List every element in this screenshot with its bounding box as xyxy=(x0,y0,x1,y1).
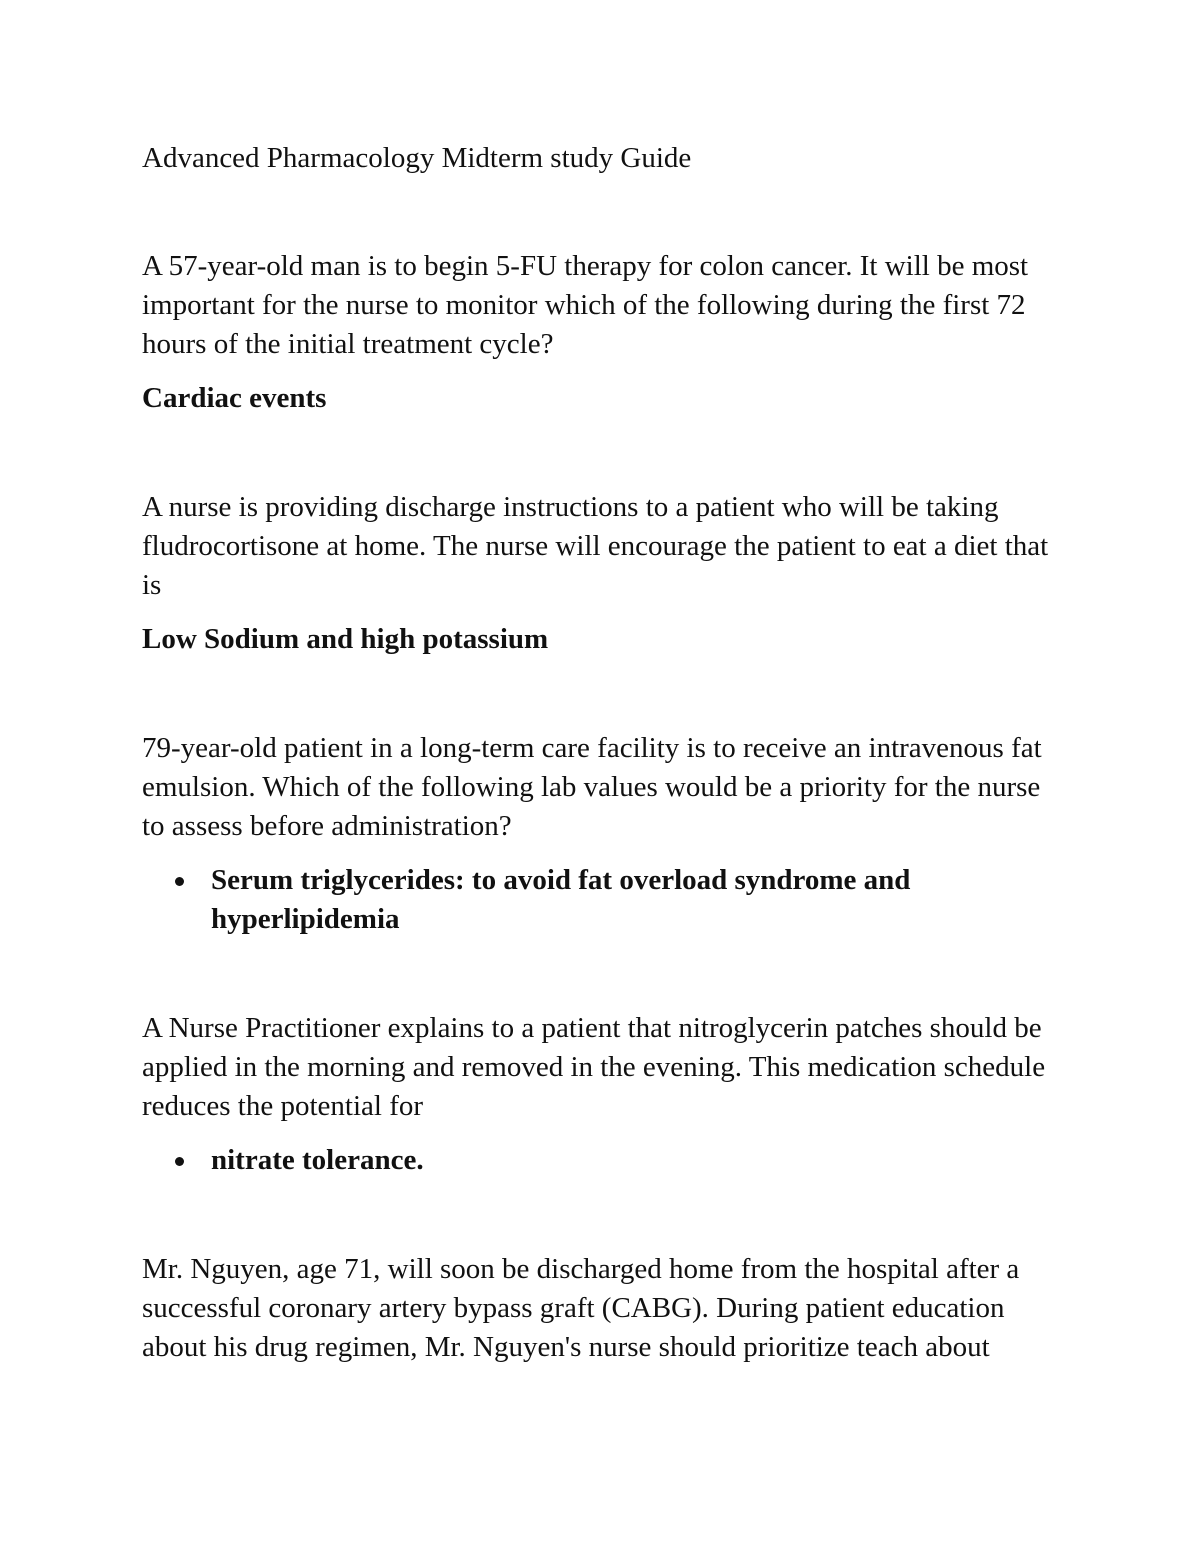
answer-text: Low Sodium and high potassium xyxy=(142,623,549,655)
answer-list xyxy=(142,861,1062,939)
answer-text: Cardiac events xyxy=(142,382,327,414)
question-block-5 xyxy=(142,1250,1062,1367)
question-text: 79-year-old patient in a long-term care facility is to receive an intravenous fat emulsion. Which of the following lab values would be a priority for the nurse to assess before administration? xyxy=(142,732,1042,842)
question-block-2 xyxy=(142,488,1062,659)
answer-text: Serum triglycerides: to avoid fat overload syndrome and hyperlipidemia xyxy=(211,864,911,935)
answer-list-item xyxy=(142,1141,1062,1180)
answer-text: nitrate tolerance. xyxy=(211,1144,424,1176)
question-block-4 xyxy=(142,1009,1062,1180)
bullet-icon xyxy=(175,877,184,886)
question-text: Mr. Nguyen, age 71, will soon be discharged home from the hospital after a successful coronary artery bypass graft (CABG). During patient education about his drug regimen, Mr. Nguyen's nurse should prioritize teach about xyxy=(142,1253,1020,1363)
answer-list-item xyxy=(142,861,1062,939)
question-text: A 57-year-old man is to begin 5-FU therapy for colon cancer. It will be most important for the nurse to monitor which of the following during the first 72 hours of the initial treatment cycle? xyxy=(142,250,1029,360)
document-title: Advanced Pharmacology Midterm study Guide xyxy=(142,142,692,174)
answer-list xyxy=(142,1141,1062,1180)
document-page xyxy=(142,139,1062,1367)
question-text: A Nurse Practitioner explains to a patient that nitroglycerin patches should be applied in the morning and removed in the evening. This medication schedule reduces the potential for xyxy=(142,1012,1046,1122)
question-text: A nurse is providing discharge instructions to a patient who will be taking fludrocortisone at home. The nurse will encourage the patient to eat a diet that is xyxy=(142,491,1049,601)
bullet-icon xyxy=(175,1157,184,1166)
question-block-1 xyxy=(142,247,1062,418)
question-block-3 xyxy=(142,729,1062,939)
